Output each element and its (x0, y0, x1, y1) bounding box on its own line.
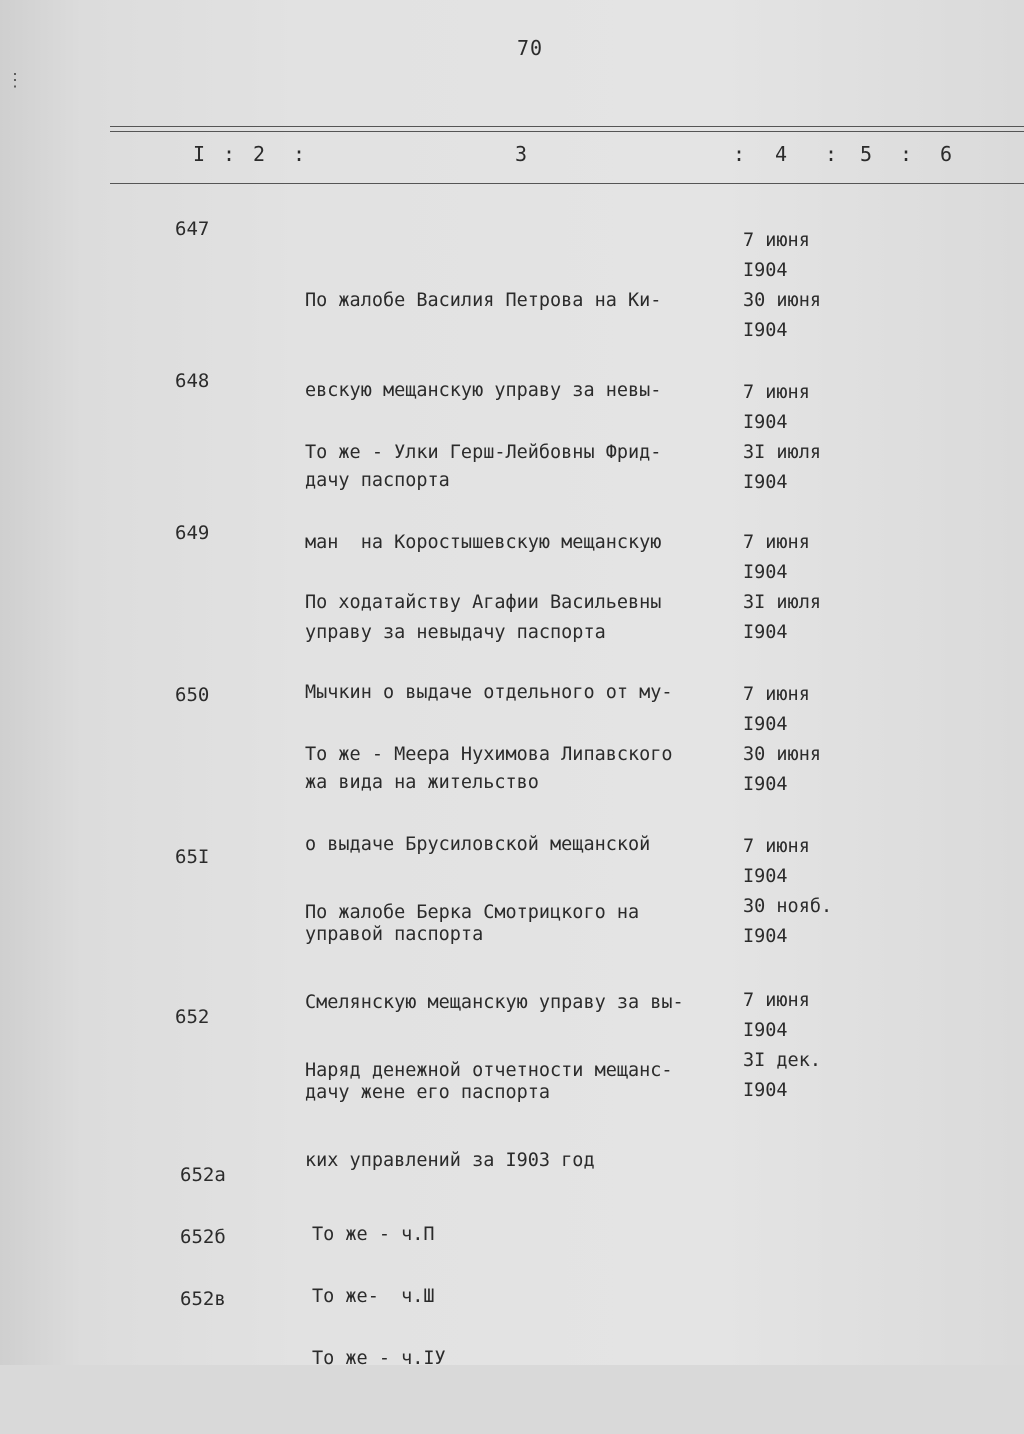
start-date: 7 июня (743, 532, 810, 553)
end-date: 30 июня (743, 744, 821, 765)
start-date: 7 июня (743, 230, 810, 251)
entry-number: 650 (175, 684, 210, 706)
description-line: То же- ч.Ш (312, 1286, 435, 1307)
description-line: Наряд денежной отчетности мещанс- (305, 1060, 673, 1081)
entry-dates (743, 832, 863, 952)
column-4-header: 4 (775, 142, 788, 166)
start-year: I904 (743, 866, 788, 887)
end-year: I904 (743, 926, 788, 947)
description-line: ких управлений за I903 год (305, 1150, 595, 1171)
description-line: То же - Меера Нухимова Липавского (305, 744, 673, 765)
description-line: То же - ч.П (312, 1224, 435, 1245)
end-year: I904 (743, 1080, 788, 1101)
start-year: I904 (743, 714, 788, 735)
column-separator: : (223, 142, 236, 166)
description-line: То же - Улки Герш-Лейбовны Фрид- (305, 442, 662, 463)
description-line: дачу паспорта (305, 470, 450, 491)
end-date: 3I дек. (743, 1050, 821, 1071)
description-line: о выдаче Брусиловской мещанской (305, 834, 651, 855)
entry-number: 65I (175, 846, 210, 868)
column-header-row (0, 142, 953, 172)
entry-dates (743, 986, 863, 1106)
description-line: Мычкин о выдаче отдельного от му- (305, 682, 673, 703)
description-line: По жалобе Василия Петрова на Ки- (305, 290, 662, 311)
column-3-header: 3 (515, 142, 528, 166)
description-line: То же - ч.IУ (312, 1348, 446, 1369)
entry-description (312, 1284, 752, 1434)
entry-number: 647 (175, 218, 210, 240)
column-6-header: 6 (940, 142, 953, 166)
description-line: евскую мещанскую управу за невы- (305, 380, 662, 401)
entry-number: 648 (175, 370, 210, 392)
column-separator: : (900, 142, 913, 166)
entry-dates (743, 680, 863, 800)
margin-marks: ⋮ (6, 70, 24, 91)
end-year: I904 (743, 472, 788, 493)
end-year: I904 (743, 320, 788, 341)
start-date: 7 июня (743, 684, 810, 705)
header-rule-bottom (110, 183, 1024, 184)
entry-dates (743, 378, 863, 498)
entry-number: 652в (180, 1288, 226, 1310)
description-line: управой паспорта (305, 924, 484, 945)
start-year: I904 (743, 412, 788, 433)
entry-number: 652 (175, 1006, 210, 1028)
start-date: 7 июня (743, 836, 810, 857)
end-date: 3I июля (743, 592, 821, 613)
start-year: I904 (743, 260, 788, 281)
column-2-header: 2 (253, 142, 266, 166)
entry-dates (743, 528, 863, 648)
description-line: дачу жене его паспорта (305, 1082, 551, 1103)
column-1-header: I (193, 142, 206, 166)
entry-dates (743, 226, 863, 346)
start-year: I904 (743, 1020, 788, 1041)
entry-number: 652а (180, 1164, 226, 1186)
end-date: 30 июня (743, 290, 821, 311)
page-number: 70 (516, 36, 544, 60)
description-line: жа вида на жительство (305, 772, 539, 793)
column-separator: : (733, 142, 746, 166)
header-rule-top-double (110, 131, 1024, 132)
column-separator: : (825, 142, 838, 166)
column-separator: : (293, 142, 306, 166)
description-line: По жалобе Берка Смотрицкого на (305, 902, 640, 923)
end-date: 3I июля (743, 442, 821, 463)
start-year: I904 (743, 562, 788, 583)
column-5-header: 5 (860, 142, 873, 166)
header-rule-top (110, 126, 1024, 127)
end-date: 30 нояб. (743, 896, 833, 917)
end-year: I904 (743, 622, 788, 643)
description-line: ман на Коростышевскую мещанскую (305, 532, 662, 553)
description-line: Смелянскую мещанскую управу за вы- (305, 992, 684, 1013)
start-date: 7 июня (743, 382, 810, 403)
entry-number: 652б (180, 1226, 226, 1248)
description-line: По ходатайству Агафии Васильевны (305, 592, 662, 613)
end-year: I904 (743, 774, 788, 795)
entry-number: 649 (175, 522, 210, 544)
description-line: управу за невыдачу паспорта (305, 622, 606, 643)
start-date: 7 июня (743, 990, 810, 1011)
